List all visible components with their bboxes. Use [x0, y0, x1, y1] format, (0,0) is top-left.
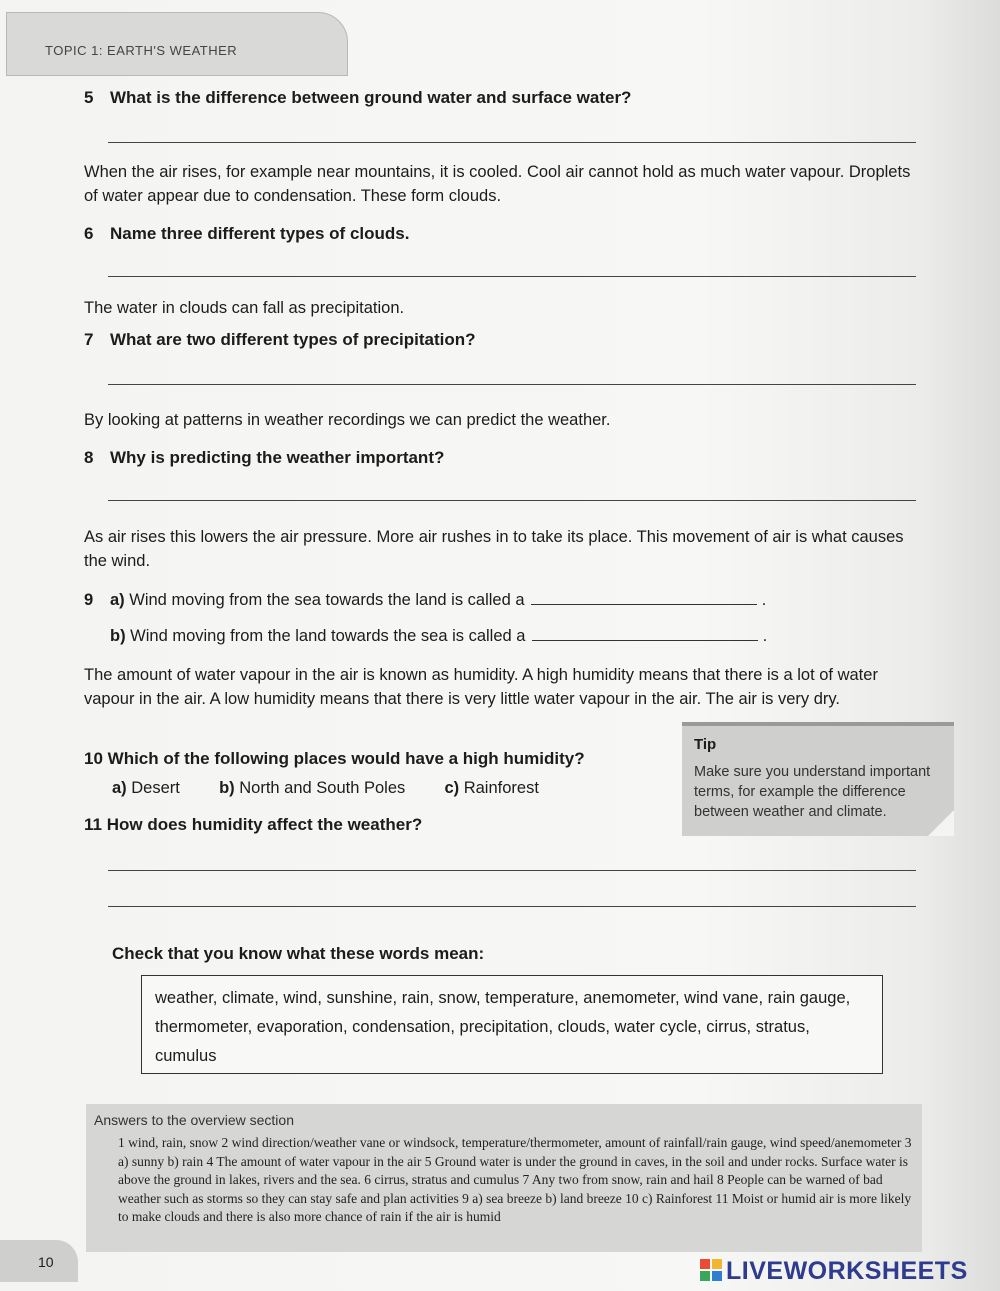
liveworksheets-logo: LIVEWORKSHEETS	[700, 1257, 968, 1286]
question-9a: 9 a) Wind moving from the sea towards the land is called a .	[84, 591, 767, 609]
answer-blank-9b[interactable]	[532, 626, 758, 641]
question-7: 7 What are two different types of precipitation?	[84, 330, 476, 349]
answer-line-5[interactable]	[108, 142, 916, 143]
topic-title: TOPIC 1: EARTH'S WEATHER	[45, 43, 238, 58]
answers-text: 1 wind, rain, snow 2 wind direction/weather vane or windsock, temperature/thermometer, amount of rainfall/rain gauge, wind speed/anemometer 3 a) sunny b) rain 4 The amount of water vapour in the air 5 Ground water is under the ground in caves, in the soil and under rocks. Surface water is above the ground in lakes, rivers and the sea. 6 cirrus, stratus and cumulus 7 Any two from snow, rain and hail 8 People can be warned of bad weather such as storms so they can stay safe and plan activities 9 a) sea breeze b) land breeze 10 c) Rainforest 11 Moist or humid air is more likely to make clouds and there is also more chance of rain if the air is humid	[118, 1135, 912, 1224]
question-5: 5 What is the difference between ground water and surface water?	[84, 88, 632, 107]
option-a[interactable]: a) Desert	[112, 779, 180, 797]
tip-box	[682, 722, 954, 836]
question-11: 11 How does humidity affect the weather?	[84, 815, 423, 834]
question-10: 10 Which of the following places would have a high humidity?	[84, 749, 585, 768]
tip-title: Tip	[694, 736, 717, 753]
question-8: 8 Why is predicting the weather important?	[84, 448, 445, 467]
liveworksheets-icon	[700, 1259, 722, 1281]
paragraph-clouds-formation: When the air rises, for example near mountains, it is cooled. Cool air cannot hold as much water vapour. Droplets of water appear due to condensation. These form clouds.	[84, 163, 911, 205]
tip-text: Make sure you understand important terms, for example the difference between weather and climate.	[694, 764, 931, 820]
page-number-tab	[0, 1240, 78, 1282]
page-number: 10	[38, 1254, 54, 1270]
answer-line-7[interactable]	[108, 384, 916, 385]
answers-title: Answers to the overview section	[94, 1112, 294, 1128]
paragraph-precipitation: The water in clouds can fall as precipitation.	[84, 299, 405, 317]
answer-line-11a[interactable]	[108, 870, 916, 871]
option-c[interactable]: c) Rainforest	[444, 779, 539, 797]
question-6: 6 Name three different types of clouds.	[84, 224, 410, 243]
topic-header-tab	[6, 12, 348, 76]
answer-blank-9a[interactable]	[531, 590, 757, 605]
paragraph-patterns: By looking at patterns in weather recordings we can predict the weather.	[84, 411, 611, 429]
question-9b: b) Wind moving from the land towards the sea is called a .	[110, 627, 768, 645]
check-words-heading: Check that you know what these words mean:	[112, 944, 485, 963]
option-b[interactable]: b) North and South Poles	[219, 779, 406, 797]
answer-line-6[interactable]	[108, 276, 916, 277]
tip-folded-corner	[928, 810, 954, 836]
key-words-list: weather, climate, wind, sunshine, rain, snow, temperature, anemometer, wind vane, rain gauge, thermometer, evaporation, condensation, precipitation, clouds, water cycle, cirrus, stratus, cumulus	[155, 989, 851, 1065]
answer-line-11b[interactable]	[108, 906, 916, 907]
answers-section	[86, 1104, 922, 1252]
key-words-box	[141, 975, 883, 1074]
paragraph-humidity: The amount of water vapour in the air is known as humidity. A high humidity means that there is a lot of water vapour in the air. A low humidity means that there is very little water vapour in the air. The air is very dry.	[84, 666, 878, 708]
answer-line-8[interactable]	[108, 500, 916, 501]
paragraph-air-pressure: As air rises this lowers the air pressure. More air rushes in to take its place. This movement of air is what causes the wind.	[84, 528, 904, 570]
question-10-options	[112, 776, 672, 800]
